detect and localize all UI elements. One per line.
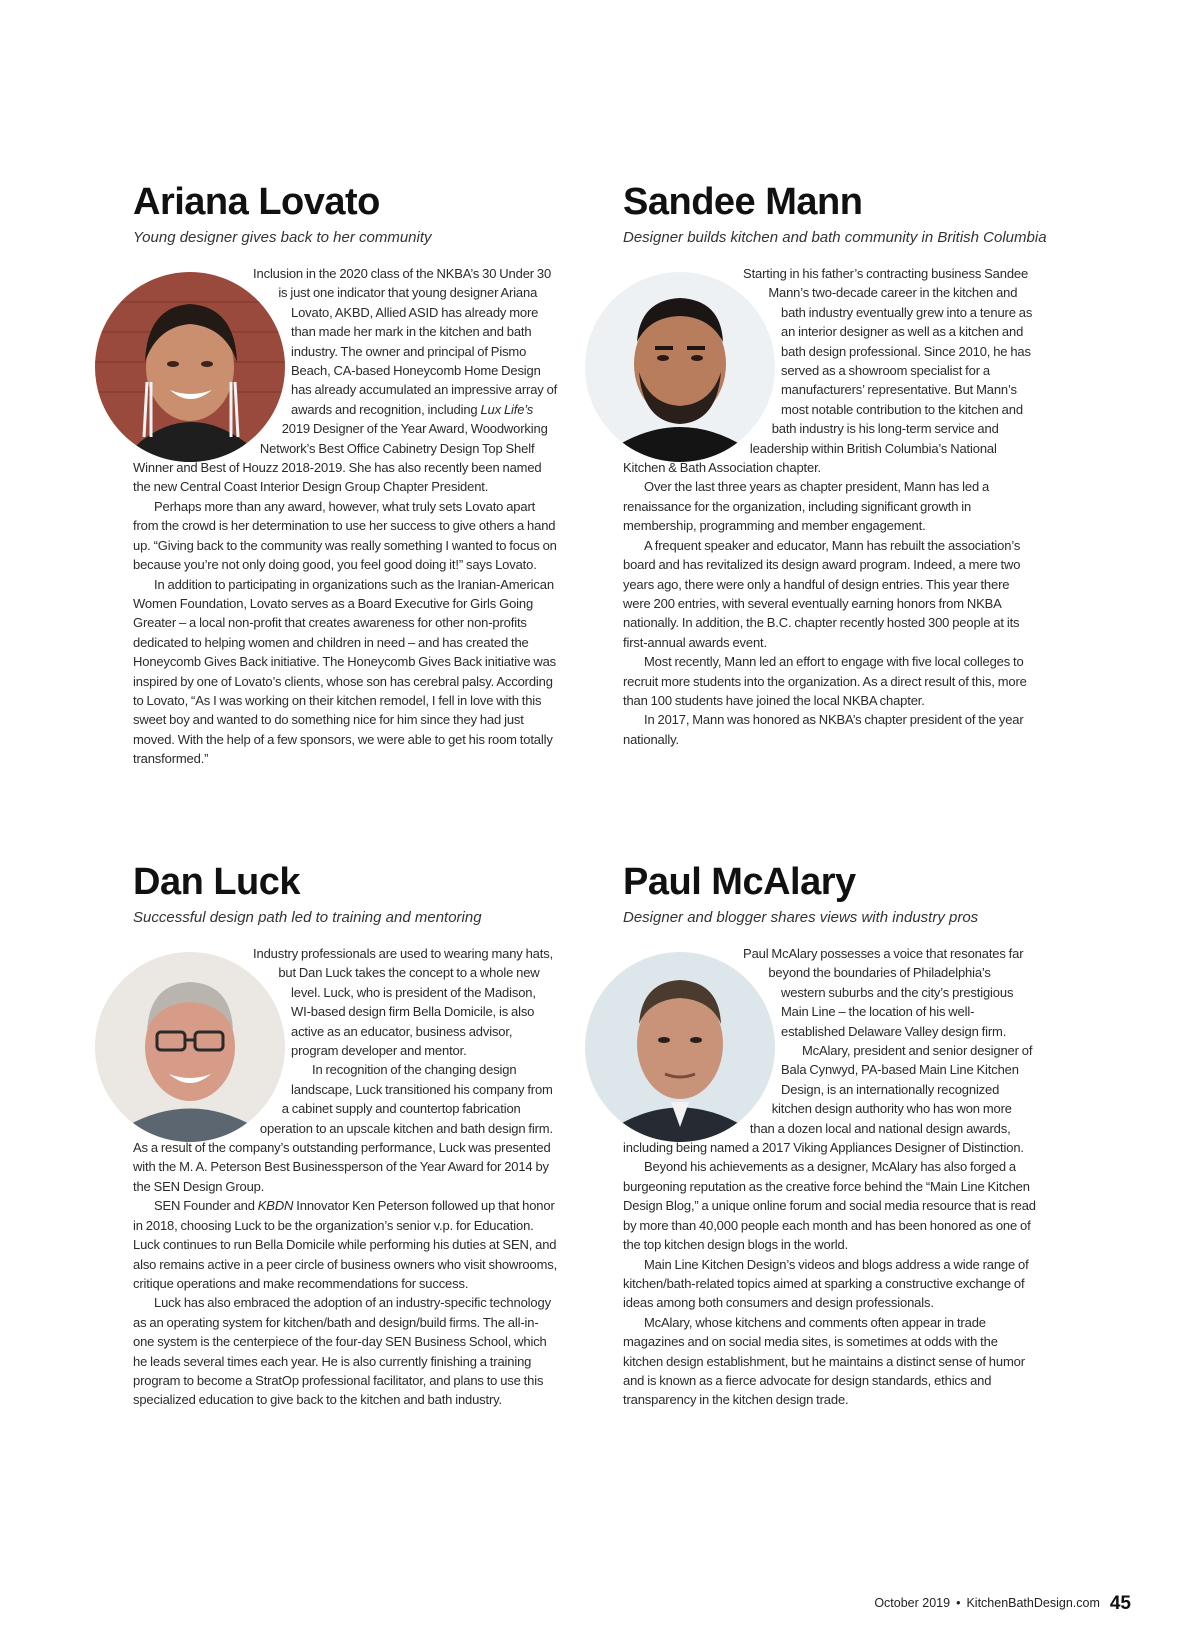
paragraph: Paul McAlary possesses a voice that resonates far beyond the boundaries of Philadelphia’s western suburbs and the city’s prestigious Main Line – the location of his well-established Delaware Valley design firm. [743,946,1024,1039]
portrait-photo [585,952,775,1142]
profile-article [623,264,1038,749]
profile-ariana-lovato [133,180,558,769]
profile-article: Industry professionals are used to wearing many hats, but Dan Luck takes the concept to a whole new level. Luck, who is president of the Madison, WI-based design firm Bella Domicile, is also active as an educator, business advisor, program developer and mentor. In recognition of the changing design landscape, Luck transitioned his company from a cabinet supply and countertop fabrication operation to an upscale kitchen and bath design firm. As a result of the company’s outstanding performance, Luck was presented with the M. A. Peterson Best Businessperson of the Year Award for 2014 by the SEN Design Group. SEN Founder and KBDN Innovator Ken Peterson followed up that honor in 2018, choosing Luck to be the organization’s senior v.p. for Education. Luck continues to run Bella Domicile while performing his duties at SEN, and also remains active in a peer circle of business owners who visit showrooms, critique operations and make recommendations for success. Luck has also embraced the adoption of an industry-specific technology as an operating system for kitchen/bath and design/build firms. The all-in-one system is the centerpiece of the four-day SEN Business School, which he leads several times each year. He is also currently finishing a training program to become a StratOp professional facilitator, and plans to use this specialized education to give back to the kitchen and bath industry. [133,944,558,1410]
footer-bullet: • [956,1596,961,1610]
profile-sandee-mann [623,180,1047,749]
paragraph: McAlary, whose kitchens and comments often appear in trade magazines and on social media sites, is sometimes at odds with the kitchen design establishment, but he maintains a distinct sense of humor and is known as a fierce advocate for design standards, ethics and transparency in the kitchen design trade. [623,1314,1025,1408]
portrait-photo [585,272,775,462]
paragraph: In 2017, Mann was honored as NKBA’s chapter president of the year nationally. [623,712,1024,747]
paragraph: McAlary, president and senior designer of Bala Cynwyd, PA-based Main Line Kitchen Design, is an internationally recognized kitchen design authority who has won more than a dozen local and national design awards, including being named a 2017 Viking Appliances Designer of Distinction. [623,1043,1033,1156]
profile-paul-mcalary [623,860,1038,1410]
paragraph: In addition to participating in organizations such as the Iranian-American Women Foundation, Lovato serves as a Board Executive for Girls Going Greater – a local non-profit that creates awareness for other non-profits dedicated to helping women and children in need – and has created the Honeycomb Gives Back initiative. The Honeycomb Gives Back initiative was inspired by one of Lovato’s clients, whose son has cerebral palsy. According to Lovato, “As I was working on their kitchen remodel, I fell in love with this sweet boy and wanted to do something nice for him since they had just moved. With the help of a few sponsors, we were able to get his room totally transformed.” [133,576,557,767]
paragraph: Main Line Kitchen Design’s videos and blogs address a wide range of kitchen/bath-related topics aimed at sparking a constructive exchange of ideas among both consumers and design professionals. [623,1256,1029,1311]
paragraph: Beyond his achievements as a designer, McAlary has also forged a burgeoning reputation as the creative force behind the “Main Line Kitchen Design Blog,” a unique online forum and social media resource that is read by more than 40,000 people each month and has been honored as one of the top kitchen design blogs in the world. [623,1159,1036,1253]
portrait-photo [95,952,285,1142]
profile-name: Sandee Mann [623,181,863,223]
page-footer [874,1593,1131,1615]
paragraph: Starting in his father’s contracting business Sandee Mann’s two-decade career in the kitchen and bath industry eventually grew into a tenure as an interior designer as well as a kitchen and bath design professional. Since 2010, he has served as a showroom specialist for a manufacturers’ representative. But Mann’s most notable contribution to the kitchen and bath industry is his long-term service and leadership within British Columbia’s National Kitchen & Bath Association chapter. [623,266,1033,476]
paragraph: Over the last three years as chapter president, Mann has led a renaissance for the organization, including significant growth in membership, programming and member engagement. [623,479,990,534]
paragraph: Most recently, Mann led an effort to engage with five local colleges to recruit more students into the organization. As a direct result of this, more than 100 students have joined the local NKBA chapter. [623,654,1027,708]
paragraph: Industry professionals are used to wearing many hats, but Dan Luck takes the concept to a whole new level. Luck, who is president of the Madison, WI-based design firm Bella Domicile, is also active as an educator, business advisor, program developer and mentor. [253,946,554,1059]
issue-date: October 2019 [874,1596,951,1610]
profile-article [623,944,1038,1410]
page-number: 45 [1109,1593,1131,1614]
profile-name: Paul McAlary [623,861,856,903]
profile-name: Dan Luck [133,861,301,903]
paragraph: In recognition of the changing design landscape, Luck transitioned his company from a cabinet supply and countertop fabrication operation to an upscale kitchen and bath design firm. As a result of the company’s outstanding performance, Luck was presented with the M. A. Peterson Best Businessperson of the Year Award for 2014 by the SEN Design Group. [133,1062,553,1194]
paragraph: Luck has also embraced the adoption of an industry-specific technology as an operating system for kitchen/bath and design/build firms. The all-in-one system is the centerpiece of the four-day SEN Business School, which he leads several times each year. He is also currently finishing a training program to become a StratOp professional facilitator, and plans to use this specialized education to give back to the kitchen and bath industry. [133,1295,551,1408]
profile-name: Ariana Lovato [133,181,380,223]
profile-dan-luck [133,860,558,1410]
paragraph: Perhaps more than any award, however, what truly sets Lovato apart from the crowd is her determination to use her success to give others a hand up. “Giving back to the community was really something I wanted to focus on because you’re not only doing good, you feel good doing it!” says Lovato. [133,498,557,573]
profile-article: Inclusion in the 2020 class of the NKBA’s 30 Under 30 is just one indicator that young designer Ariana Lovato, AKBD, Allied ASID has already more than made her mark in the kitchen and bath industry. The owner and principal of Pismo Beach, CA-based Honeycomb Home Design has already accumulated an impressive array of awards and recognition, including Lux Life’s 2019 Designer of the Year Award, Woodworking Network’s Best Office Cabinetry Design Top Shelf Winner and Best of Houzz 2018-2019. She has also recently been named the new Central Coast Interior Design Group Chapter President. Perhaps more than any award, however, what truly sets Lovato apart from the crowd is her determination to use her success to give others a hand up. “Giving back to the community was really something I wanted to focus on because you’re not only doing good, you feel good doing it!” says Lovato. In addition to participating in organizations such as the Iranian-American Women Foundation, Lovato serves as a Board Executive for Girls Going Greater – a local non-profit that creates awareness for other non-profits dedicated to helping women and children in need – and has created the Honeycomb Gives Back initiative. The Honeycomb Gives Back initiative was inspired by one of Lovato’s clients, whose son has cerebral palsy. According to Lovato, “As I was working on their kitchen remodel, I fell in love with this sweet boy and wanted to do something nice for him since they had just moved. With the help of a few sponsors, we were able to get his room totally transformed.” [133,264,558,769]
profile-subtitle: Designer builds kitchen and bath community in British Columbia [623,229,1047,246]
profile-subtitle: Successful design path led to training and mentoring [133,909,482,926]
portrait-photo [95,272,285,462]
website-url: KitchenBathDesign.com [966,1596,1100,1610]
profile-subtitle: Young designer gives back to her community [133,229,432,246]
paragraph: A frequent speaker and educator, Mann has rebuilt the association’s board and has revitalized its design award program. Indeed, a mere two years ago, there were only a handful of design entries. This year there were 200 entries, with several eventually earning honors from NKBA nationally. In addition, the B.C. chapter recently hosted 300 people at its first-annual awards event. [623,537,1021,650]
profile-subtitle: Designer and blogger shares views with industry pros [623,909,979,926]
